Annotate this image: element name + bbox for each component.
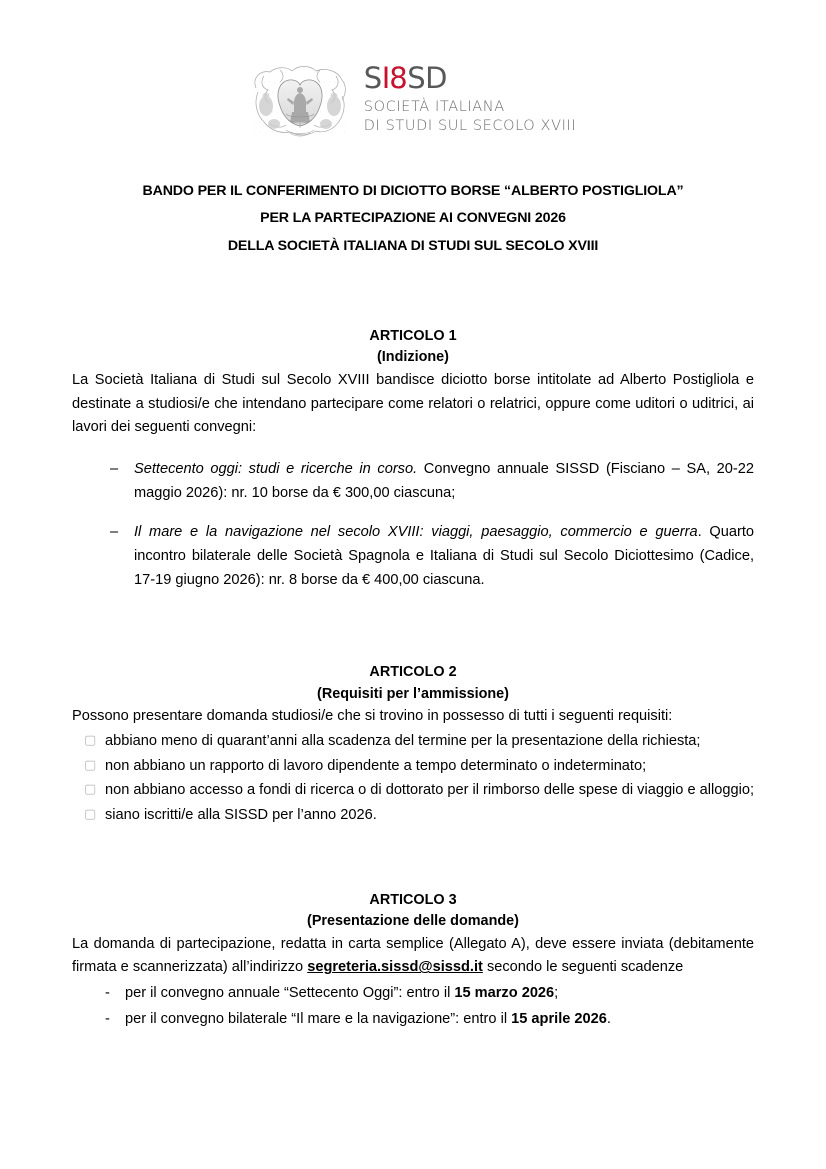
scadenza-suffix: ;: [554, 985, 559, 1002]
article-2-subtitle: (Requisiti per l’ammissione): [317, 685, 509, 702]
article-3-paragraph: [72, 933, 754, 980]
checkbox-icon: ▢: [84, 806, 97, 822]
article-3-text-after-email: secondo le seguenti scadenze: [482, 959, 684, 976]
wordmark-i: I: [381, 61, 390, 95]
dash-marker-icon: –: [110, 460, 119, 477]
convegno-details: . Quarto incontro bilaterale delle Società Spagnola e Italiana di Studi sul Secolo Diciottesimo (Cadice, 17-19 giugno 2026): nr. 8 borse da € 400,00 ciascuna.: [134, 524, 754, 588]
scadenza-date: 15 marzo 2026: [454, 985, 555, 1002]
scadenza-date: 15 aprile 2026: [511, 1010, 607, 1027]
document-content: [72, 0, 754, 1033]
checkbox-icon: ▢: [84, 733, 97, 748]
article-2-title: ARTICOLO 2: [369, 664, 457, 681]
article-3-scadenze-list: [72, 982, 754, 1031]
convegno-title-italic: Il mare e la navigazione nel secolo XVIII: viaggi, paesaggio, commercio e guerra: [134, 524, 698, 541]
list-item: [72, 521, 754, 592]
wordmark-sd: SD: [407, 61, 447, 95]
checkbox-icon: ▢: [84, 782, 97, 798]
dash-marker-icon: –: [110, 524, 119, 541]
hyphen-marker-icon: -: [105, 1010, 110, 1027]
article-2-paragraph: Possono presentare domanda studiosi/e che si trovino in possesso di tutti i seguenti requisiti:: [72, 708, 673, 725]
requisito-text: non abbiano accesso a fondi di ricerca o di dottorato per il rimborso delle spese di viaggio e alloggio;: [105, 782, 755, 799]
title-line-2: PER LA PARTECIPAZIONE AI CONVEGNI 2026: [260, 210, 566, 227]
article-3-heading: [72, 890, 754, 933]
list-item: [72, 730, 754, 754]
article-3-title: ARTICOLO 3: [369, 891, 457, 908]
list-item: [72, 1008, 754, 1032]
list-item: [72, 804, 754, 828]
wordmark-s1: S: [363, 61, 382, 95]
requisito-text: non abbiano un rapporto di lavoro dipendente a tempo determinato o indeterminato;: [105, 757, 647, 774]
article-2-requisiti-list: [72, 730, 754, 828]
hyphen-marker-icon: -: [105, 985, 110, 1002]
title-line-1: BANDO PER IL CONFERIMENTO DI DICIOTTO BORSE “ALBERTO POSTIGLIOLA”: [142, 183, 684, 199]
article-1-convegni-list: [72, 458, 754, 592]
convegno-title-italic: Settecento oggi: studi e ricerche in corso.: [134, 460, 418, 477]
scadenza-prefix: per il convegno annuale “Settecento Oggi”: entro il: [125, 985, 455, 1002]
wordmark-8: 8: [389, 61, 408, 95]
checkbox-icon: ▢: [84, 757, 97, 773]
convegno-details: Convegno annuale SISSD (Fisciano – SA, 20-22 maggio 2026): nr. 10 borse da € 300,00 ciascuna;: [134, 460, 754, 501]
wordmark-subtitle-line2: DI STUDI SUL SECOLO XVIII: [363, 118, 577, 135]
segreteria-email-link[interactable]: segreteria.sissd@sissd.it: [307, 959, 483, 976]
wordmark-subtitle-line1: SOCIETÀ ITALIANA: [363, 99, 505, 115]
article-1-paragraph: La Società Italiana di Studi sul Secolo XVIII bandisce diciotto borse intitolate ad Alberto Postigliola e destinate a studiosi/e che intendano partecipare come relatori o relatrici, oppure come uditori o uditrici, ai lavori dei seguenti convegni:: [72, 372, 754, 436]
scadenza-suffix: .: [606, 1010, 611, 1027]
article-3-text-before-email: La domanda di partecipazione, redatta in carta semplice (Allegato A), deve essere inviata (debitamente firmata e scannerizzata) all’indirizzo: [72, 935, 754, 976]
document-title: [72, 178, 754, 260]
article-1-title: ARTICOLO 1: [369, 327, 457, 344]
requisito-text: siano iscritti/e alla SISSD per l’anno 2026.: [105, 806, 377, 823]
article-1-subtitle: (Indizione): [377, 349, 449, 366]
list-item: [72, 779, 754, 803]
article-2-heading: [72, 662, 754, 705]
title-line-3: DELLA SOCIETÀ ITALIANA DI STUDI SUL SECOLO XVIII: [227, 237, 599, 254]
article-1-heading: [72, 326, 754, 369]
article-3-subtitle: (Presentazione delle domande): [307, 913, 519, 930]
list-item: [72, 982, 754, 1006]
list-item: [72, 755, 754, 779]
scadenza-prefix: per il convegno bilaterale “Il mare e la navigazione”: entro il: [125, 1010, 512, 1027]
list-item: [72, 458, 754, 505]
requisito-text: abbiano meno di quarant’anni alla scadenza del termine per la presentazione della richiesta;: [105, 733, 701, 749]
